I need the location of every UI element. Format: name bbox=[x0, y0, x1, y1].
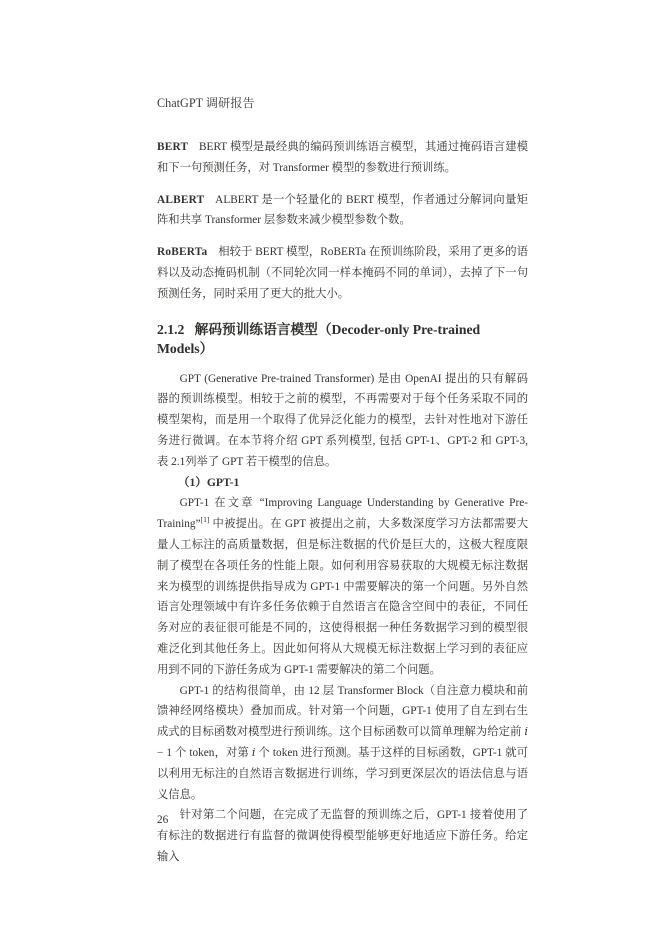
paragraph-gpt-intro: GPT (Generative Pre-trained Transformer) 是由 OpenAI 提出的只有解码器的预训练模型。相较于之前的模型，不再需要对于每个任务采取不同的模型架构，而是用一个取得了优异泛化能力的模型，去针对性地对下游任务进行微调。在本节将介绍 GPT 系列模型, 包括 GPT-1、GPT-2 和 GPT-3, 表 2.1列举了 GPT 若干模型的信息。 bbox=[157, 372, 528, 468]
citation-superscript: [1] bbox=[200, 515, 210, 525]
text-column bbox=[157, 96, 528, 868]
term-text-bert: BERT 模型是最经典的编码预训练语言模型，其通过掩码语言建模和下一句预测任务，对 Transformer 模型的参数进行预训练。 bbox=[157, 141, 528, 174]
term-text-roberta: 相较于 BERT 模型，RoBERTa 在预训练阶段，采用了更多的语料以及动态掩码机制（不同轮次同一样本掩码不同的单词），去掉了下一句预测任务，同时采用了更大的批大小。 bbox=[157, 246, 528, 300]
paragraph-gpt1-structure bbox=[157, 681, 528, 806]
math-var-i: i bbox=[524, 725, 528, 739]
gpt1-structure-text-3: 个 token 进行预测。基于这样的目标函数，GPT-1 就可以利用无标注的自然语言数据进行训练，学习到更深层次的语法信息与语义信息。 bbox=[157, 746, 528, 801]
term-paragraph-roberta bbox=[157, 242, 528, 304]
section-number: 2.1.2 bbox=[157, 321, 185, 337]
gpt1-paper-text-pre: GPT-1 在文章 “Improving Language Understanding by Generative Pre-Training” bbox=[157, 497, 528, 531]
page-number: 26 bbox=[157, 814, 169, 826]
gpt1-structure-text-2: − 1 个 token，对第 bbox=[157, 746, 252, 759]
section-title: 解码预训练语言模型（Decoder-only Pre-trained Models） bbox=[157, 321, 481, 356]
term-label-roberta: RoBERTa bbox=[157, 246, 208, 259]
running-header: ChatGPT 调研报告 bbox=[157, 96, 255, 110]
gpt1-structure-text-1: GPT-1 的结构很简单，由 12 层 Transformer Block（自注意力模块和前馈神经网络模块）叠加而成。针对第一个问题，GPT-1 使用了自左到右生成式的目标函数对模型进行预训练。这个目标函数可以简单理解为给定前 bbox=[157, 684, 528, 739]
math-var-i: i bbox=[251, 745, 256, 759]
term-paragraph-albert bbox=[157, 190, 528, 232]
term-label-albert: ALBERT bbox=[157, 193, 205, 206]
paragraph-gpt1-paper bbox=[157, 493, 528, 680]
gpt1-paper-text-post: 中被提出。在 GPT 被提出之前，大多数深度学习方法都需要大量人工标注的高质量数据，但是标注数据的代价是巨大的，这极大程度限制了模型在各项任务的性能上限。如何利用容易获取的大规模无标注数据来为模型的训练提供指导成为 GPT-1 中需要解决的第一个问题。另外自然语言处理领域中有许多任务依赖于自然语言在隐含空间中的表征，不同任务对应的表征很可能是不同的，这使得根据一种任务数据学习到的模型很难泛化到其他任务上。因此如何将从大规模无标注数据上学习到的表征应用到不同的下游任务成为 GPT-1 需要解决的第二个问题。 bbox=[157, 518, 528, 676]
term-text-albert: ALBERT 是一个轻量化的 BERT 模型，作者通过分解词向量矩阵和共享 Transformer 层参数来减少模型参数个数。 bbox=[157, 193, 528, 227]
paragraph-gpt1-finetune: 针对第二个问题，在完成了无监督的预训练之后，GPT-1 接着使用了有标注的数据进行有监督的微调使得模型能够更好地适应下游任务。给定输入 bbox=[157, 809, 528, 863]
subheading-gpt1: （1）GPT-1 bbox=[177, 475, 240, 489]
term-label-bert: BERT bbox=[157, 141, 189, 153]
term-paragraph-bert bbox=[157, 137, 528, 179]
section-heading bbox=[157, 320, 528, 358]
